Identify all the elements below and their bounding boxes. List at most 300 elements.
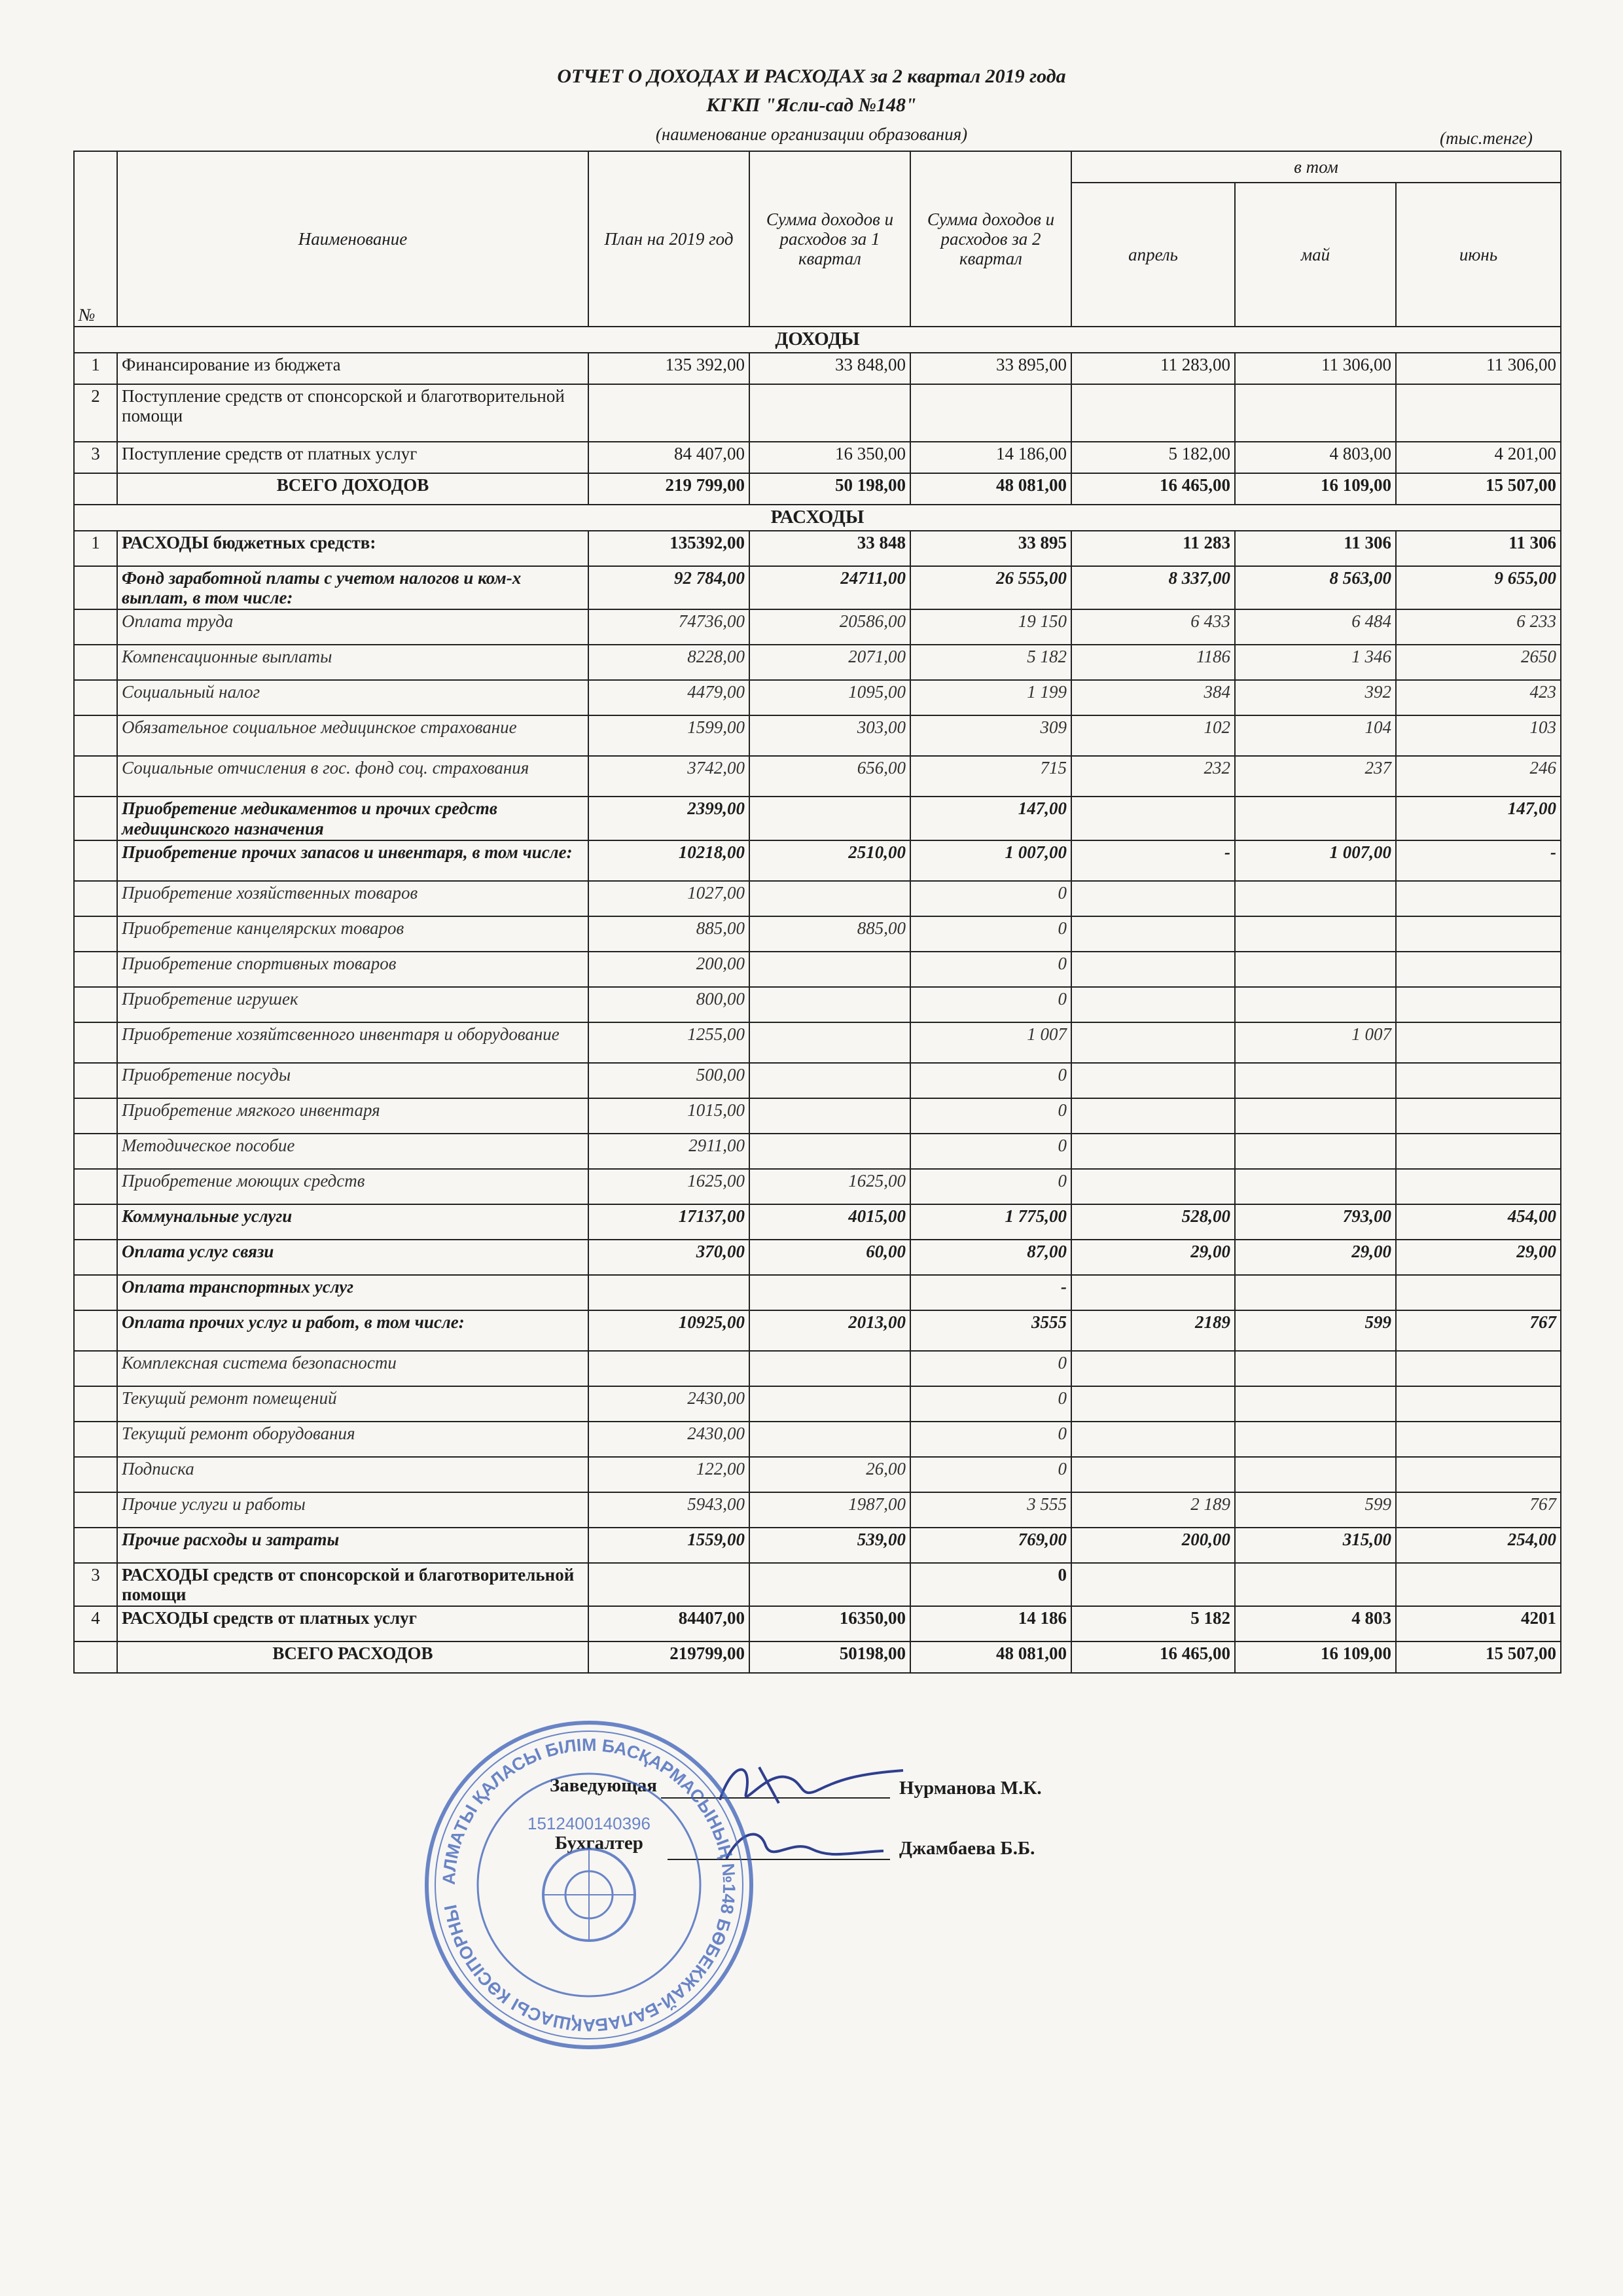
table-row bbox=[74, 952, 1561, 987]
row-value-q2: 33 895 bbox=[910, 531, 1071, 566]
table-row bbox=[74, 531, 1561, 566]
report-title: ОТЧЕТ О ДОХОДАХ И РАСХОДАХ за 2 квартал 2019 года bbox=[557, 65, 1066, 87]
table-row bbox=[74, 680, 1561, 715]
table-row bbox=[74, 353, 1561, 384]
row-value-plan: 3742,00 bbox=[588, 756, 749, 797]
total-row bbox=[74, 473, 1561, 505]
row-value-plan: 200,00 bbox=[588, 952, 749, 987]
table-row bbox=[74, 987, 1561, 1022]
row-name: Социальные отчисления в гос. фонд соц. страхования bbox=[117, 756, 588, 797]
table-row bbox=[74, 1098, 1561, 1134]
row-value-plan: 84407,00 bbox=[588, 1606, 749, 1641]
row-name: Оплата прочих услуг и работ, в том числе: bbox=[117, 1310, 588, 1351]
row-value-plan: 800,00 bbox=[588, 987, 749, 1022]
total-value-m3: 15 507,00 bbox=[1396, 473, 1561, 505]
row-number bbox=[74, 987, 117, 1022]
row-value-m3: 9 655,00 bbox=[1396, 566, 1561, 609]
row-value-plan: 1015,00 bbox=[588, 1098, 749, 1134]
row-value-m2: 599 bbox=[1235, 1492, 1396, 1528]
table-row bbox=[74, 1351, 1561, 1386]
row-value-m3 bbox=[1396, 1351, 1561, 1386]
row-name: Приобретение игрушек bbox=[117, 987, 588, 1022]
income-section bbox=[74, 327, 1561, 353]
row-value-m2 bbox=[1235, 1351, 1396, 1386]
row-value-m3 bbox=[1396, 1063, 1561, 1098]
col-june-header: июнь bbox=[1396, 183, 1561, 327]
row-value-plan: 84 407,00 bbox=[588, 442, 749, 473]
col-months-group-header: в том bbox=[1071, 151, 1561, 183]
table-row bbox=[74, 756, 1561, 797]
row-value-plan: 5943,00 bbox=[588, 1492, 749, 1528]
row-value-m3 bbox=[1396, 1386, 1561, 1422]
expenses-section-label: РАСХОДЫ bbox=[74, 505, 1561, 531]
row-value-m2: 315,00 bbox=[1235, 1528, 1396, 1563]
row-value-q1: 4015,00 bbox=[749, 1204, 910, 1240]
row-name: Приобретение прочих запасов и инвентаря, в том числе: bbox=[117, 840, 588, 881]
row-value-m2 bbox=[1235, 1134, 1396, 1169]
row-name: Финансирование из бюджета bbox=[117, 353, 588, 384]
row-value-m1: 8 337,00 bbox=[1071, 566, 1235, 609]
row-value-q2: 0 bbox=[910, 1457, 1071, 1492]
row-number: 2 bbox=[74, 384, 117, 442]
unit-label: (тыс.тенге) bbox=[1440, 128, 1533, 148]
row-value-m3: 29,00 bbox=[1396, 1240, 1561, 1275]
row-value-q2: 1 199 bbox=[910, 680, 1071, 715]
table-row bbox=[74, 916, 1561, 952]
row-value-m2 bbox=[1235, 1457, 1396, 1492]
row-value-q1 bbox=[749, 1275, 910, 1310]
row-value-m1: - bbox=[1071, 840, 1235, 881]
row-value-m2 bbox=[1235, 1169, 1396, 1204]
total-value-m1: 16 465,00 bbox=[1071, 1641, 1235, 1673]
table-row bbox=[74, 609, 1561, 645]
row-value-m1: 6 433 bbox=[1071, 609, 1235, 645]
row-value-q1 bbox=[749, 1563, 910, 1606]
row-name: Приобретение посуды bbox=[117, 1063, 588, 1098]
row-name: РАСХОДЫ средств от платных услуг bbox=[117, 1606, 588, 1641]
table-row bbox=[74, 1492, 1561, 1528]
row-number bbox=[74, 1275, 117, 1310]
row-value-m3: 2650 bbox=[1396, 645, 1561, 680]
row-value-q2: 0 bbox=[910, 1563, 1071, 1606]
table-row bbox=[74, 1528, 1561, 1563]
row-value-m3: 4201 bbox=[1396, 1606, 1561, 1641]
row-value-q1 bbox=[749, 1386, 910, 1422]
row-value-q1: 24711,00 bbox=[749, 566, 910, 609]
total-value-plan: 219799,00 bbox=[588, 1641, 749, 1673]
row-value-q1: 2071,00 bbox=[749, 645, 910, 680]
row-name: Методическое пособие bbox=[117, 1134, 588, 1169]
row-value-m3: 254,00 bbox=[1396, 1528, 1561, 1563]
row-value-q1 bbox=[749, 1022, 910, 1063]
row-number: 3 bbox=[74, 1563, 117, 1606]
row-value-m1 bbox=[1071, 1022, 1235, 1063]
row-value-q1: 1625,00 bbox=[749, 1169, 910, 1204]
row-name: Обязательное социальное медицинское страхование bbox=[117, 715, 588, 756]
row-value-q2: 0 bbox=[910, 1422, 1071, 1457]
row-number bbox=[74, 715, 117, 756]
expenses-section bbox=[74, 505, 1561, 531]
row-value-plan: 1559,00 bbox=[588, 1528, 749, 1563]
row-name: Поступление средств от платных услуг bbox=[117, 442, 588, 473]
row-value-m1: 2 189 bbox=[1071, 1492, 1235, 1528]
total-value-q2: 48 081,00 bbox=[910, 473, 1071, 505]
row-value-q2: 147,00 bbox=[910, 797, 1071, 840]
col-q1-header: Сумма доходов и расходов за 1 квартал bbox=[749, 151, 910, 327]
row-value-q1 bbox=[749, 1098, 910, 1134]
row-value-m2 bbox=[1235, 952, 1396, 987]
row-value-q1 bbox=[749, 1422, 910, 1457]
row-value-q2: 14 186 bbox=[910, 1606, 1071, 1641]
row-value-m1 bbox=[1071, 797, 1235, 840]
row-number bbox=[74, 1098, 117, 1134]
row-value-q2: 14 186,00 bbox=[910, 442, 1071, 473]
row-value-plan: 74736,00 bbox=[588, 609, 749, 645]
row-value-m3: 4 201,00 bbox=[1396, 442, 1561, 473]
table-row bbox=[74, 715, 1561, 756]
row-number bbox=[74, 1386, 117, 1422]
row-value-plan: 4479,00 bbox=[588, 680, 749, 715]
row-number: 3 bbox=[74, 442, 117, 473]
row-name: Приобретение моющих средств bbox=[117, 1169, 588, 1204]
total-value-q1: 50 198,00 bbox=[749, 473, 910, 505]
row-value-q2: 1 775,00 bbox=[910, 1204, 1071, 1240]
row-value-plan: 370,00 bbox=[588, 1240, 749, 1275]
row-value-q1: 303,00 bbox=[749, 715, 910, 756]
row-number bbox=[74, 1169, 117, 1204]
row-value-m3: - bbox=[1396, 840, 1561, 881]
organization-stamp bbox=[419, 1715, 759, 2055]
row-name: Текущий ремонт помещений bbox=[117, 1386, 588, 1422]
row-value-q1: 16350,00 bbox=[749, 1606, 910, 1641]
row-number bbox=[74, 1134, 117, 1169]
col-number-header: № bbox=[74, 151, 117, 327]
row-value-plan: 2911,00 bbox=[588, 1134, 749, 1169]
row-number bbox=[74, 797, 117, 840]
row-value-q1: 2013,00 bbox=[749, 1310, 910, 1351]
row-name: Текущий ремонт оборудования bbox=[117, 1422, 588, 1457]
row-value-m1 bbox=[1071, 384, 1235, 442]
row-value-q2: 0 bbox=[910, 1386, 1071, 1422]
row-value-m1 bbox=[1071, 881, 1235, 916]
row-number bbox=[74, 916, 117, 952]
row-value-plan: 135 392,00 bbox=[588, 353, 749, 384]
row-value-m1: 2189 bbox=[1071, 1310, 1235, 1351]
row-value-m3: 246 bbox=[1396, 756, 1561, 797]
row-value-m3 bbox=[1396, 1134, 1561, 1169]
row-value-m1 bbox=[1071, 1351, 1235, 1386]
row-name: Фонд заработной платы с учетом налогов и ком-х выплат, в том числе: bbox=[117, 566, 588, 609]
row-value-q2: 33 895,00 bbox=[910, 353, 1071, 384]
row-value-m1: 528,00 bbox=[1071, 1204, 1235, 1240]
row-value-m3: 147,00 bbox=[1396, 797, 1561, 840]
row-value-q1 bbox=[749, 987, 910, 1022]
row-value-m3 bbox=[1396, 881, 1561, 916]
row-value-m2 bbox=[1235, 881, 1396, 916]
row-value-m2 bbox=[1235, 1275, 1396, 1310]
row-value-plan: 8228,00 bbox=[588, 645, 749, 680]
col-may-header: май bbox=[1235, 183, 1396, 327]
report-table bbox=[73, 151, 1561, 1674]
accountant-label: Бухгалтер bbox=[555, 1833, 643, 1854]
col-q2-header: Сумма доходов и расходов за 2 квартал bbox=[910, 151, 1071, 327]
row-number bbox=[74, 1528, 117, 1563]
organization-caption: (наименование организации образования) bbox=[655, 124, 968, 144]
row-value-q1 bbox=[749, 952, 910, 987]
accountant-name: Джамбаева Б.Б. bbox=[899, 1838, 1035, 1859]
row-value-q1 bbox=[749, 1063, 910, 1098]
row-name: Приобретение мягкого инвентаря bbox=[117, 1098, 588, 1134]
row-value-m2 bbox=[1235, 1386, 1396, 1422]
row-value-m3 bbox=[1396, 384, 1561, 442]
row-value-q2: 5 182 bbox=[910, 645, 1071, 680]
row-number bbox=[74, 1457, 117, 1492]
row-value-q2: 1 007 bbox=[910, 1022, 1071, 1063]
row-value-m2: 104 bbox=[1235, 715, 1396, 756]
row-value-q1 bbox=[749, 1351, 910, 1386]
row-value-m2 bbox=[1235, 384, 1396, 442]
row-value-q2: 1 007,00 bbox=[910, 840, 1071, 881]
table-row bbox=[74, 566, 1561, 609]
row-value-m2: 4 803 bbox=[1235, 1606, 1396, 1641]
table-row bbox=[74, 1169, 1561, 1204]
row-value-m1: 200,00 bbox=[1071, 1528, 1235, 1563]
row-number bbox=[74, 680, 117, 715]
col-name-header: Наименование bbox=[117, 151, 588, 327]
row-value-plan: 2399,00 bbox=[588, 797, 749, 840]
total-value-plan: 219 799,00 bbox=[588, 473, 749, 505]
row-value-m2 bbox=[1235, 987, 1396, 1022]
row-value-q2: 3555 bbox=[910, 1310, 1071, 1351]
row-value-plan: 500,00 bbox=[588, 1063, 749, 1098]
row-value-q2: 309 bbox=[910, 715, 1071, 756]
row-value-q1: 885,00 bbox=[749, 916, 910, 952]
row-value-m2: 1 346 bbox=[1235, 645, 1396, 680]
row-value-m3 bbox=[1396, 1169, 1561, 1204]
row-name: РАСХОДЫ средств от спонсорской и благотворительной помощи bbox=[117, 1563, 588, 1606]
row-number: 1 bbox=[74, 353, 117, 384]
row-value-plan: 1599,00 bbox=[588, 715, 749, 756]
row-value-q1 bbox=[749, 1134, 910, 1169]
row-value-q2: - bbox=[910, 1275, 1071, 1310]
row-name: Оплата услуг связи bbox=[117, 1240, 588, 1275]
row-value-m2 bbox=[1235, 1063, 1396, 1098]
row-value-q2: 0 bbox=[910, 987, 1071, 1022]
row-name: Поступление средств от спонсорской и благотворительной помощи bbox=[117, 384, 588, 442]
row-value-q1 bbox=[749, 384, 910, 442]
total-row-number bbox=[74, 1641, 117, 1673]
row-value-q2: 769,00 bbox=[910, 1528, 1071, 1563]
row-value-m3 bbox=[1396, 1457, 1561, 1492]
row-name: Оплата транспортных услуг bbox=[117, 1275, 588, 1310]
row-value-q2: 26 555,00 bbox=[910, 566, 1071, 609]
row-value-q1: 60,00 bbox=[749, 1240, 910, 1275]
row-value-m1 bbox=[1071, 987, 1235, 1022]
row-value-q2: 0 bbox=[910, 1098, 1071, 1134]
row-value-m1: 1186 bbox=[1071, 645, 1235, 680]
row-value-plan: 1625,00 bbox=[588, 1169, 749, 1204]
row-number bbox=[74, 881, 117, 916]
row-value-m3: 11 306 bbox=[1396, 531, 1561, 566]
row-number bbox=[74, 952, 117, 987]
row-value-m2 bbox=[1235, 1563, 1396, 1606]
row-value-m3: 454,00 bbox=[1396, 1204, 1561, 1240]
row-value-q1: 26,00 bbox=[749, 1457, 910, 1492]
row-value-plan: 10925,00 bbox=[588, 1310, 749, 1351]
row-value-m1: 11 283 bbox=[1071, 531, 1235, 566]
row-value-m3 bbox=[1396, 1098, 1561, 1134]
row-value-m2 bbox=[1235, 1422, 1396, 1457]
col-plan-header: План на 2019 год bbox=[588, 151, 749, 327]
row-name: Приобретение медикаментов и прочих средств медицинского назначения bbox=[117, 797, 588, 840]
total-value-m2: 16 109,00 bbox=[1235, 1641, 1396, 1673]
row-value-m3 bbox=[1396, 1022, 1561, 1063]
row-value-m2 bbox=[1235, 916, 1396, 952]
row-value-m1: 384 bbox=[1071, 680, 1235, 715]
row-value-plan bbox=[588, 1563, 749, 1606]
row-value-m2: 11 306 bbox=[1235, 531, 1396, 566]
row-value-m1 bbox=[1071, 1386, 1235, 1422]
table-row bbox=[74, 645, 1561, 680]
row-value-q1: 33 848 bbox=[749, 531, 910, 566]
table-row bbox=[74, 1275, 1561, 1310]
row-value-m2: 29,00 bbox=[1235, 1240, 1396, 1275]
row-number bbox=[74, 1310, 117, 1351]
row-value-q2: 3 555 bbox=[910, 1492, 1071, 1528]
row-value-plan: 2430,00 bbox=[588, 1422, 749, 1457]
row-number bbox=[74, 566, 117, 609]
row-value-m3 bbox=[1396, 1422, 1561, 1457]
row-value-plan: 2430,00 bbox=[588, 1386, 749, 1422]
organization-name: КГКП "Ясли-сад №148" bbox=[706, 94, 917, 116]
row-name: Прочие услуги и работы bbox=[117, 1492, 588, 1528]
row-value-m1 bbox=[1071, 952, 1235, 987]
row-number bbox=[74, 1422, 117, 1457]
row-number bbox=[74, 756, 117, 797]
row-value-m2 bbox=[1235, 797, 1396, 840]
row-value-m3 bbox=[1396, 1563, 1561, 1606]
table-row bbox=[74, 1240, 1561, 1275]
head-label: Заведующая bbox=[550, 1775, 657, 1796]
row-value-m1 bbox=[1071, 1457, 1235, 1492]
row-name: Приобретение канцелярских товаров bbox=[117, 916, 588, 952]
row-value-m2: 1 007,00 bbox=[1235, 840, 1396, 881]
row-value-m2: 8 563,00 bbox=[1235, 566, 1396, 609]
row-number bbox=[74, 1022, 117, 1063]
row-value-m3: 103 bbox=[1396, 715, 1561, 756]
row-number bbox=[74, 609, 117, 645]
row-value-m1 bbox=[1071, 1098, 1235, 1134]
table-row bbox=[74, 1063, 1561, 1098]
row-value-m3 bbox=[1396, 916, 1561, 952]
row-value-q1: 2510,00 bbox=[749, 840, 910, 881]
row-number: 1 bbox=[74, 531, 117, 566]
total-row bbox=[74, 1641, 1561, 1673]
row-value-m1: 11 283,00 bbox=[1071, 353, 1235, 384]
row-name: Приобретение хозяйтсвенного инвентаря и оборудование bbox=[117, 1022, 588, 1063]
row-value-plan: 1027,00 bbox=[588, 881, 749, 916]
table-row bbox=[74, 384, 1561, 442]
row-value-q2: 87,00 bbox=[910, 1240, 1071, 1275]
row-value-m3 bbox=[1396, 952, 1561, 987]
row-value-m2: 11 306,00 bbox=[1235, 353, 1396, 384]
row-name: Коммунальные услуги bbox=[117, 1204, 588, 1240]
row-number bbox=[74, 1492, 117, 1528]
col-april-header: апрель bbox=[1071, 183, 1235, 327]
row-value-q1: 20586,00 bbox=[749, 609, 910, 645]
row-value-m1: 5 182,00 bbox=[1071, 442, 1235, 473]
row-value-m2: 4 803,00 bbox=[1235, 442, 1396, 473]
row-value-q2: 19 150 bbox=[910, 609, 1071, 645]
row-number bbox=[74, 1240, 117, 1275]
table-row bbox=[74, 1386, 1561, 1422]
row-value-m3 bbox=[1396, 1275, 1561, 1310]
row-value-q2: 0 bbox=[910, 881, 1071, 916]
row-value-plan: 135392,00 bbox=[588, 531, 749, 566]
row-value-plan: 92 784,00 bbox=[588, 566, 749, 609]
row-value-m2: 599 bbox=[1235, 1310, 1396, 1351]
row-number bbox=[74, 1351, 117, 1386]
row-name: Приобретение спортивных товаров bbox=[117, 952, 588, 987]
table-row bbox=[74, 1310, 1561, 1351]
row-value-q2: 0 bbox=[910, 1169, 1071, 1204]
row-value-m1 bbox=[1071, 1275, 1235, 1310]
row-value-m2: 392 bbox=[1235, 680, 1396, 715]
row-value-m1: 102 bbox=[1071, 715, 1235, 756]
row-value-q1: 1095,00 bbox=[749, 680, 910, 715]
row-name: РАСХОДЫ бюджетных средств: bbox=[117, 531, 588, 566]
row-value-plan: 122,00 bbox=[588, 1457, 749, 1492]
row-value-m3: 767 bbox=[1396, 1310, 1561, 1351]
row-value-m3: 6 233 bbox=[1396, 609, 1561, 645]
row-value-m2 bbox=[1235, 1098, 1396, 1134]
row-name: Оплата труда bbox=[117, 609, 588, 645]
row-value-q1 bbox=[749, 881, 910, 916]
row-value-plan bbox=[588, 384, 749, 442]
table-row bbox=[74, 881, 1561, 916]
row-value-m3: 767 bbox=[1396, 1492, 1561, 1528]
row-value-m2: 6 484 bbox=[1235, 609, 1396, 645]
row-value-m1 bbox=[1071, 1563, 1235, 1606]
row-value-plan: 10218,00 bbox=[588, 840, 749, 881]
row-name: Комплексная система безопасности bbox=[117, 1351, 588, 1386]
row-name: Приобретение хозяйственных товаров bbox=[117, 881, 588, 916]
row-value-q2: 715 bbox=[910, 756, 1071, 797]
table-row bbox=[74, 1606, 1561, 1641]
table-row bbox=[74, 1134, 1561, 1169]
row-number: 4 bbox=[74, 1606, 117, 1641]
row-value-q1 bbox=[749, 797, 910, 840]
total-row-number bbox=[74, 473, 117, 505]
row-value-plan: 1255,00 bbox=[588, 1022, 749, 1063]
row-value-q2: 0 bbox=[910, 952, 1071, 987]
table-row bbox=[74, 840, 1561, 881]
row-value-q2: 0 bbox=[910, 1063, 1071, 1098]
row-value-m1: 5 182 bbox=[1071, 1606, 1235, 1641]
total-value-m2: 16 109,00 bbox=[1235, 473, 1396, 505]
total-row-label: ВСЕГО ДОХОДОВ bbox=[117, 473, 588, 505]
stamp-outer-text: АЛМАТЫ ҚАЛАСЫ БІЛІМ БАСҚАРМАСЫНЫҢ №148 БӨБЕКЖАЙ-БАЛАБАҚШАСЫ КӘСІПОРНЫ bbox=[438, 1734, 740, 2036]
row-value-m1 bbox=[1071, 916, 1235, 952]
row-value-plan bbox=[588, 1275, 749, 1310]
row-value-q1: 539,00 bbox=[749, 1528, 910, 1563]
total-value-q1: 50198,00 bbox=[749, 1641, 910, 1673]
row-name: Компенсационные выплаты bbox=[117, 645, 588, 680]
total-value-q2: 48 081,00 bbox=[910, 1641, 1071, 1673]
row-value-q1: 656,00 bbox=[749, 756, 910, 797]
head-name: Нурманова М.К. bbox=[899, 1778, 1042, 1799]
row-value-q1: 33 848,00 bbox=[749, 353, 910, 384]
